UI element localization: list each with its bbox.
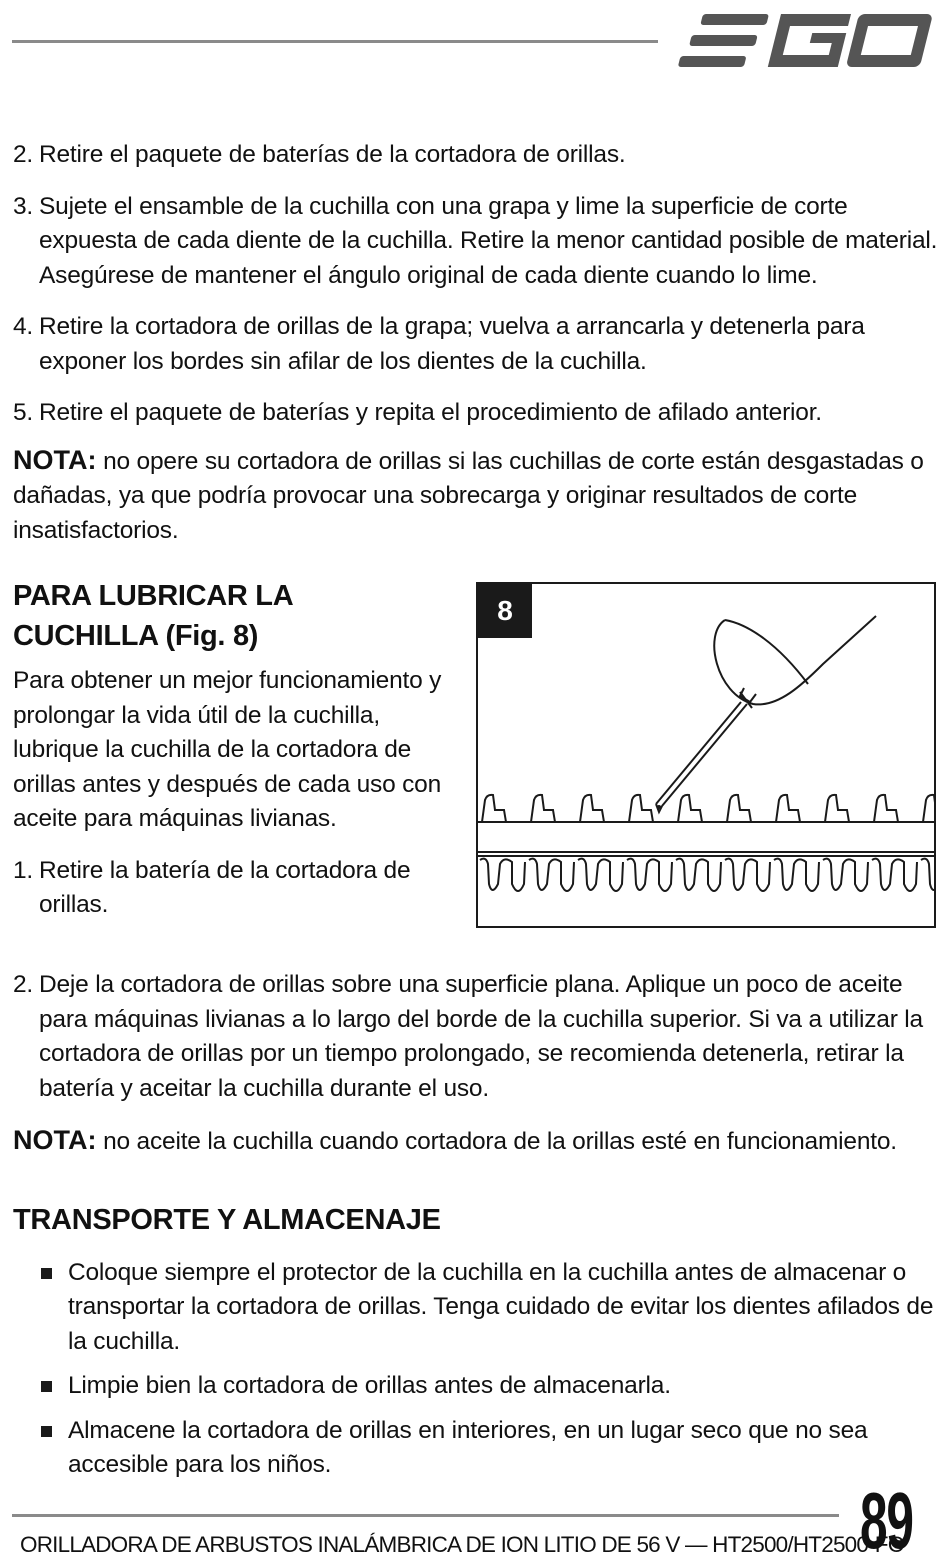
figure-number-badge: 8 bbox=[478, 584, 532, 638]
list-item-text: Almacene la cortadora de orillas en interiores, en un lugar seco que no sea accesible para los niños. bbox=[68, 1416, 868, 1478]
step-number: 2. bbox=[13, 971, 34, 998]
step-item bbox=[13, 968, 938, 1106]
list-item bbox=[41, 1256, 938, 1360]
ego-logo bbox=[678, 10, 936, 70]
section-heading: PARA LUBRICAR LA CUCHILLA (Fig. 8) bbox=[13, 580, 293, 652]
step-item bbox=[13, 854, 443, 923]
list-item bbox=[41, 1414, 938, 1483]
lubricate-section bbox=[13, 576, 938, 968]
step-item bbox=[13, 310, 938, 379]
step-text: Retire el paquete de baterías de la cortadora de orillas. bbox=[39, 141, 626, 168]
footer-title: ORILLADORA DE ARBUSTOS INALÁMBRICA DE ION LITIO DE 56 V — HT2500/HT2500-FC bbox=[20, 1532, 904, 1557]
page-content bbox=[13, 138, 938, 1493]
step-item bbox=[13, 396, 938, 431]
step-text: Retire la cortadora de orillas de la grapa; vuelva a arrancarla y detenerla para exponer los bordes sin afilar de los dientes de la cuchilla. bbox=[39, 313, 865, 375]
section-heading: TRANSPORTE Y ALMACENAJE bbox=[13, 1203, 441, 1236]
step-text: Sujete el ensamble de la cuchilla con una grapa y lime la superficie de corte expuesta de cada diente de la cuchilla. Retire la menor cantidad posible de material. Asegúrese de mantener el ángulo original de cada diente cuando lo lime. bbox=[39, 192, 938, 289]
step-number: 2. bbox=[13, 141, 34, 168]
list-item bbox=[41, 1369, 938, 1404]
note-no-oil-running bbox=[13, 1123, 938, 1160]
step-text: Deje la cortadora de orillas sobre una superficie plana. Aplique un poco de aceite para máquinas livianas a lo largo del borde de la cuchilla superior. Si va a utilizar la cortadora de orillas por un tiempo prolongado, se recomienda detenerla, retirar la batería y aceitar la cuchilla durante el uso. bbox=[39, 971, 923, 1102]
list-item-text: Coloque siempre el protector de la cuchilla en la cuchilla antes de almacenar o transportar la cortadora de orillas. Tenga cuidado de evitar los dientes afilados de la cuchilla. bbox=[68, 1258, 934, 1355]
step-number: 1. bbox=[13, 856, 34, 884]
list-item-text: Limpie bien la cortadora de orillas antes de almacenarla. bbox=[68, 1372, 671, 1399]
step-number: 3. bbox=[13, 192, 34, 220]
note-label: NOTA: bbox=[13, 444, 97, 475]
oiling-illustration bbox=[478, 584, 936, 928]
section-intro: Para obtener un mejor funcionamiento y prolongar la vida útil de la cuchilla, lubrique la cuchilla de la cortadora de orillas antes y después de cada uso con aceite para máquinas livianas. bbox=[13, 667, 442, 832]
step-number: 4. bbox=[13, 313, 34, 340]
bullet-square-icon bbox=[41, 1268, 52, 1279]
page-number: 89 bbox=[860, 1476, 913, 1565]
bullet-square-icon bbox=[41, 1381, 52, 1392]
step-text: Retire la batería de la cortadora de orillas. bbox=[39, 856, 411, 918]
note-label: NOTA: bbox=[13, 1125, 97, 1155]
figure-8 bbox=[476, 582, 936, 928]
note-text: no opere su cortadora de orillas si las cuchillas de corte están desgastadas o dañadas, ya que podría provocar una sobrecarga y originar resultados de corte insatisfactorios. bbox=[13, 447, 924, 544]
footer-rule bbox=[12, 1514, 839, 1517]
step-item bbox=[13, 190, 938, 294]
header-rule bbox=[12, 40, 658, 43]
note-text: no aceite la cuchilla cuando cortadora de la orillas esté en funcionamiento. bbox=[96, 1128, 897, 1155]
transport-list bbox=[13, 1256, 938, 1483]
bullet-square-icon bbox=[41, 1426, 52, 1437]
note-overload bbox=[13, 443, 938, 549]
step-item bbox=[13, 138, 938, 173]
step-number: 5. bbox=[13, 399, 34, 426]
step-text: Retire el paquete de baterías y repita el procedimiento de afilado anterior. bbox=[39, 399, 822, 426]
